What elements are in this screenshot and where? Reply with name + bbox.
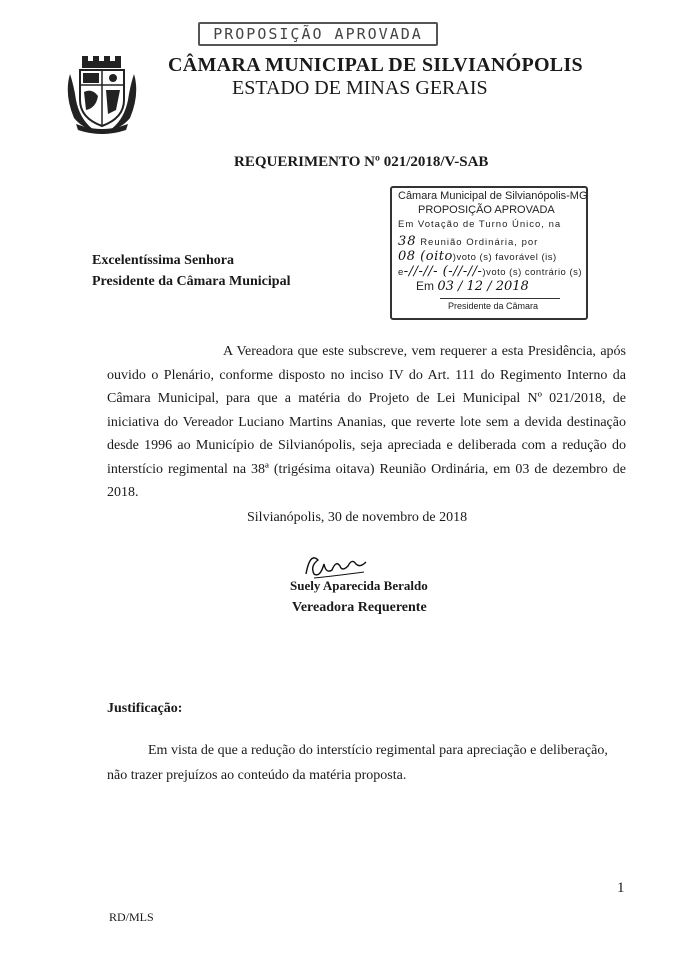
signer-role: Vereadora Requerente <box>292 600 427 615</box>
stamp-votes-against-prefix: e <box>398 267 404 278</box>
addressee-title: Presidente da Câmara Municipal <box>92 274 291 289</box>
footer-initials: RD/MLS <box>109 910 154 924</box>
stamp-session-line <box>398 234 538 249</box>
approval-stamp <box>390 186 588 320</box>
place-date-line: Silvianópolis, 30 de novembro de 2018 <box>247 510 468 525</box>
document-title: REQUERIMENTO Nº 021/2018/V-SAB <box>234 154 489 170</box>
approved-proposition-stamp: PROPOSIÇÃO APROVADA <box>198 22 438 46</box>
stamp-session-suffix: Reunião Ordinária, por <box>420 237 539 248</box>
municipal-crest-icon <box>62 52 142 136</box>
stamp-signature-line <box>440 298 560 299</box>
page-number: 1 <box>617 880 625 896</box>
justification-text: Em vista de que a redução do interstício regimental para apreciação e deliberação, não trazer prejuízos ao conteúdo da matéria proposta. <box>107 743 608 783</box>
stamp-votes-against-suffix: )voto (s) contrário (s) <box>482 267 583 278</box>
stamp-votes-against: -//-//- (-//-//- <box>403 264 483 279</box>
crest-label: MG <box>97 130 107 136</box>
stamp-vote-line: Em Votação de Turno Único, na <box>398 219 562 230</box>
handwritten-signature-icon <box>300 548 380 582</box>
stamp-session-number: 38 <box>398 234 417 249</box>
stamp-footer: Presidente da Câmara <box>448 301 539 311</box>
stamp-date-value: 03 / 12 / 2018 <box>437 279 529 294</box>
chamber-name: CÂMARA MUNICIPAL DE SILVIANÓPOLIS <box>168 54 583 76</box>
stamp-votes-for-line <box>398 249 557 264</box>
stamp-date-prefix: Em <box>416 279 434 293</box>
addressee-salutation: Excelentíssima Senhora <box>92 253 234 268</box>
stamp-votes-against-line <box>398 264 582 279</box>
state-name: ESTADO DE MINAS GERAIS <box>232 77 488 99</box>
stamp-votes-for-suffix: )voto (s) favorável (is) <box>452 252 557 263</box>
stamp-approved-line: PROPOSIÇÃO APROVADA <box>418 204 555 216</box>
stamp-date-line <box>416 279 529 294</box>
request-body: A Vereadora que este subscreve, vem requerer a esta Presidência, após ouvido o Plenário, conforme disposto no inciso IV do Art. 111 do Regimento Interno da Câmara Municipal, para que a matéria do Projeto de Lei Municipal Nº 021/2018, de iniciativa do Vereador Luciano Martins Ananias, que reverte lote sem a devida destinação desde 1996 ao Município de Silvianópolis, seja apreciada e deliberada com a redução do interstício regimental na 38ª (trigésima oitava) Reunião Ordinária, em 03 de dezembro de 2018. <box>107 344 626 500</box>
justification-label: Justificação: <box>107 701 183 716</box>
stamp-chamber-line: Câmara Municipal de Silvianópolis-MG <box>398 190 588 202</box>
stamp-votes-for: 08 (oito <box>398 249 453 264</box>
signer-name: Suely Aparecida Beraldo <box>290 578 428 593</box>
